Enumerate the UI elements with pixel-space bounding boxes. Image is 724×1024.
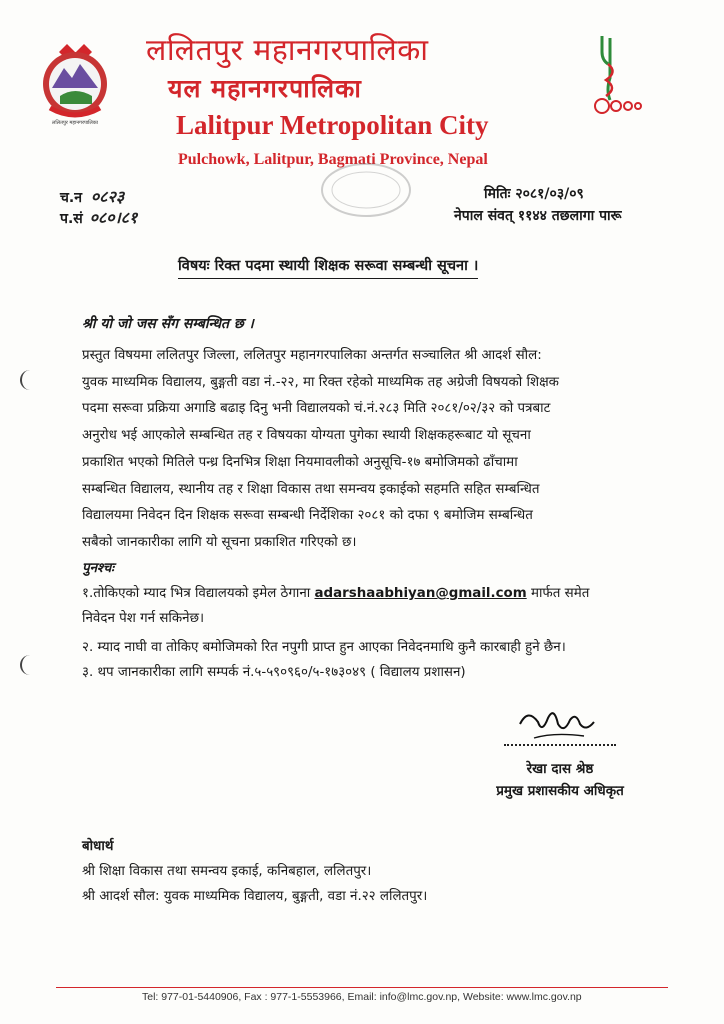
footer-rule [56,987,668,988]
postscript-item-1 [82,581,662,606]
letter-greeting: श्री यो जो जस सँग सम्बन्धित छ । [82,316,254,332]
cc-block [82,834,642,909]
postscript-heading: पुनश्चः [82,561,114,576]
school-email-link[interactable]: adarshaabhiyan@gmail.com [314,586,527,601]
postscript-item-text: मार्फत समेत [530,586,590,601]
patra-value: ०८०।८१ [89,208,138,227]
signature-mark [514,704,604,744]
date-value: २०८१/०३/०९ [515,186,584,202]
cc-recipient: श्री आदर्श सौल: युवक माध्यमिक विद्यालय, बुङ्गती, वडा नं.२२ ललितपुर। [82,889,428,904]
patra-sankhya [60,208,137,229]
office-seal-stamp [318,160,414,220]
chalani-label: च.न [60,190,82,206]
body-line: विद्यालयमा निवेदन दिन शिक्षक सरूवा सम्बन्धी निर्देशिका २०८१ को दफा ९ बमोजिम सम्बन्धित [82,508,533,524]
org-name-english: Lalitpur Metropolitan City [176,110,489,140]
lalitpur-city-logo-icon [588,34,652,118]
nepal-government-emblem-icon [34,38,116,128]
date-label: मितिः [484,186,511,202]
org-address-english: Pulchowk, Lalitpur, Bagmati Province, Nepal [178,151,488,168]
letter-body [82,343,648,557]
letter-date [484,184,584,204]
body-line: अनुरोध भई आएकोले सम्बन्धित तह र विषयका योग्यता पुगेका स्थायी शिक्षकहरूबाट यो सूचना [82,428,531,444]
org-name-nepali: ललितपुर महानगरपालिका [146,33,429,68]
footer-contact: Tel: 977-01-5440906, Fax : 977-1-5553966, Email: info@lmc.gov.np, Website: www.lmc.gov.np [142,991,582,1003]
cc-recipient: श्री शिक्षा विकास तथा समन्वय इकाई, कनिबहाल, ललितपुर। [82,864,372,879]
signatory-block [470,758,650,802]
patra-label: प.सं [60,211,83,227]
nepal-sambat-date: नेपाल संवत् ११४४ तछलागा पारू [454,208,622,224]
cc-heading: बोधार्थ [82,839,114,854]
postscript-item-3: ३. थप जानकारीका लागि सम्पर्क नं.५-५९०९६०/५-१७३०४९ ( विद्यालय प्रशासन) [82,665,466,680]
signatory-name: रेखा दास श्रेष्ठ [526,761,594,777]
signatory-title: प्रमुख प्रशासकीय अधिकृत [496,783,624,799]
postscript [82,556,662,685]
letter-subject: विषयः रिक्त पदमा स्थायी शिक्षक सरूवा सम्बन्धी सूचना । [178,256,478,279]
body-line: प्रस्तुत विषयमा ललितपुर जिल्ला, ललितपुर महानगरपालिका अन्तर्गत सञ्चालित श्री आदर्श सौल: [82,348,542,363]
chalani-number [60,187,124,208]
body-line: सबैको जानकारीका लागि यो सूचना प्रकाशित गरिएको छ। [82,534,357,550]
punch-hole-mark [20,655,40,675]
body-line: पदमा सरूवा प्रक्रिया अगाडि बढाइ दिनु भनी विद्यालयको चं.नं.२८३ मिति २०८१/०२/३२ को पत्रबाट [82,401,551,417]
body-line: प्रकाशित भएको मितिले पन्ध्र दिनभित्र शिक्षा नियमावलीको अनुसूचि-१७ बमोजिमको ढाँचामा [82,454,518,470]
postscript-item-1-cont: निवेदन पेश गर्न सकिनेछ। [82,611,205,626]
postscript-item-text: १.तोकिएको म्याद भित्र विद्यालयको इमेल ठेगाना [82,586,311,601]
svg-text:ललितपुर महानगरपालिका: ललितपुर महानगरपालिका [52,120,98,126]
postscript-item-2: २. म्याद नाघी वा तोकिए बमोजिमको रित नपुगी प्राप्त हुन आएका निवेदनमाथि कुनै कारबाही हुने छैन। [82,640,566,655]
chalani-value: ०८२३ [90,187,125,206]
org-name-newar: यल महानगरपालिका [168,74,362,103]
body-line: युवक माध्यमिक विद्यालय, बुङ्गती वडा नं.-२२, मा रिक्त रहेको माध्यमिक तह अग्रेजी विषयको शिक्षक [82,374,559,390]
body-line: सम्बन्धित विद्यालय, स्थानीय तह र शिक्षा विकास तथा समन्वय इकाईको सहमति सहित सम्बन्धित [82,481,540,497]
punch-hole-mark [20,370,40,390]
signature-dotted-line [504,744,616,746]
